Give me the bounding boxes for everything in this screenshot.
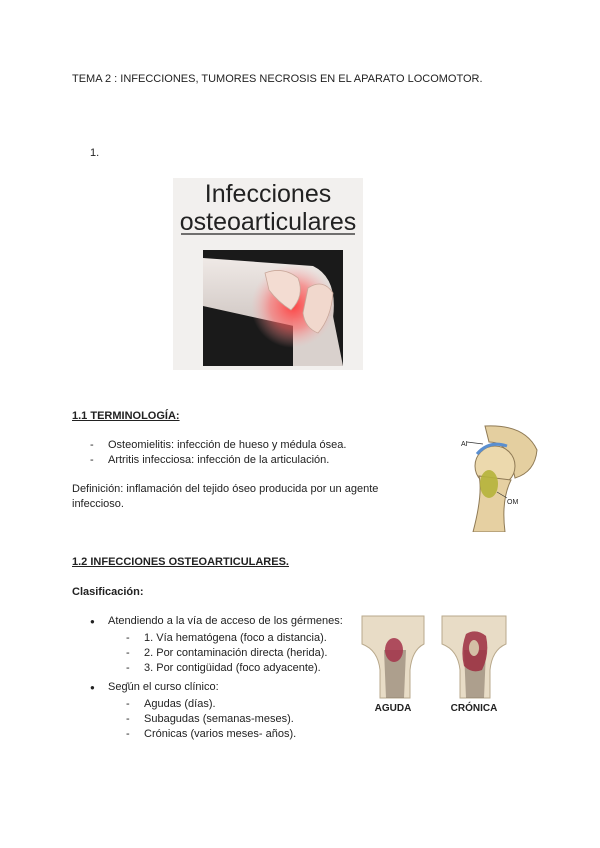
hip-bone-illustration <box>445 420 543 532</box>
document-title: TEMA 2 : INFECCIONES, TUMORES NECROSIS EN EL APARATO LOCOMOTOR. <box>72 73 483 85</box>
via-acceso-sublist <box>126 631 343 676</box>
aguda-cronica-image <box>358 610 510 714</box>
list-item: - 1. Vía hematógena (foco a distancia). <box>126 631 343 646</box>
bullet-label: Atendiendo a la vía de acceso de los gérmenes: <box>108 615 343 627</box>
curso-clinico-sublist <box>126 697 343 742</box>
section-infecciones-heading: 1.2 INFECCIONES OSTEOARTICULARES. <box>72 556 289 568</box>
list-number: 1. <box>90 147 100 159</box>
list-item: - Osteomielitis: infección de hueso y médula ósea. <box>90 438 346 453</box>
classification-list <box>90 614 343 746</box>
list-item: - Artritis infecciosa: infección de la articulación. <box>90 453 346 468</box>
infecciones-image <box>173 178 363 370</box>
definition-line-2: infeccioso. <box>72 498 124 510</box>
label-om: OM <box>507 499 519 506</box>
hero-title-line1: Infecciones <box>204 180 332 208</box>
label-cronica: CRÓNICA <box>450 703 498 714</box>
list-item: - 3. Por contigüidad (foco adyacente). <box>126 661 343 676</box>
clasificacion-subheading: Clasificación: <box>72 586 144 598</box>
section-terminologia-heading: 1.1 TERMINOLOGÍA: <box>72 410 180 422</box>
list-item: - Crónicas (varios meses- años). <box>126 727 343 742</box>
bullet-curso-clinico <box>90 680 343 742</box>
list-item: - 2. Por contaminación directa (herida). <box>126 646 343 661</box>
bone-comparison-illustration <box>358 610 510 714</box>
terminology-list <box>90 438 346 468</box>
knee-illustration <box>173 178 363 370</box>
bullet-via-acceso <box>90 614 343 676</box>
label-ai: AI <box>461 441 468 448</box>
bullet-label: Según el curso clínico: <box>108 681 219 693</box>
definition-line-1: Definición: inflamación del tejido óseo producida por un agente <box>72 483 379 495</box>
list-item: - Subagudas (semanas-meses). <box>126 712 343 727</box>
hero-title-line2: osteoarticulares <box>179 208 357 236</box>
label-aguda: AGUDA <box>374 703 412 714</box>
list-item: - Agudas (días). <box>126 697 343 712</box>
osteomielitis-image <box>445 420 543 532</box>
